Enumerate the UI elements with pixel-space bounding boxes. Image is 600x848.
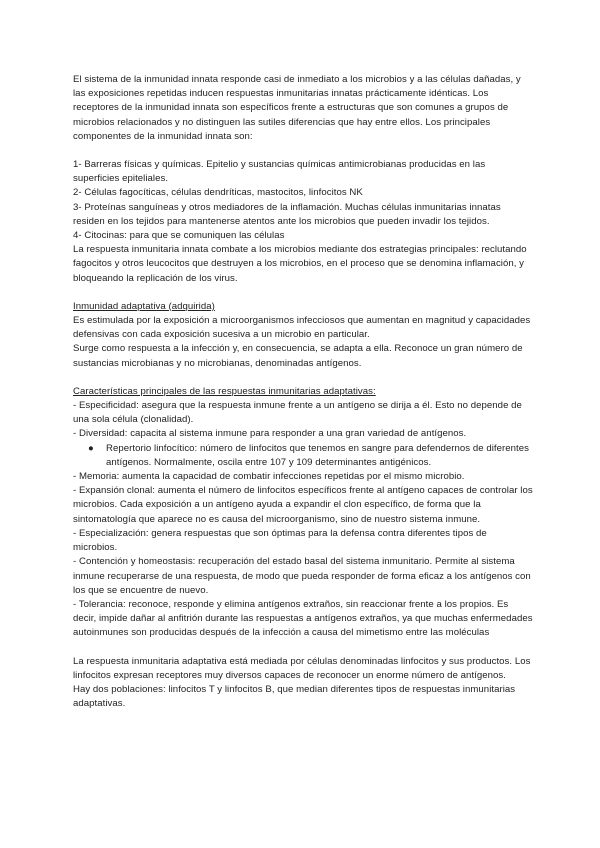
item-tolerancia: - Tolerancia: reconoce, responde y elimina antígenos extraños, sin reaccionar frente a los propios. Es decir, impide dañar al anfitrión durante las respuestas a antígenos extraños, ya que muchas enfermedades autoinmunes son producidas después de la infección a causa del mimetismo entre las moléculas <box>73 598 533 639</box>
innate-response-paragraph: La respuesta inmunitaria innata combate a los microbios mediante dos estrategias principales: reclutando fagocitos y otros leucocitos que destruyen a los microbios, en el proceso que se denomina inflamación, y bloqueando la replicación de los virus. <box>73 244 527 284</box>
component-3: 3- Proteínas sanguíneas y otros mediadores de la inflamación. Muchas células inmunitarias innatas residen en los tejidos para mantenerse atentos ante los microbios que pueden invadir los tejidos. <box>73 201 501 227</box>
item-especificidad: - Especificidad: asegura que la respuesta inmune frente a un antígeno se dirija a él. Esto no depende de una sola célula (clonalidad). <box>73 400 522 426</box>
lymphocytes-paragraph-1: La respuesta inmunitaria adaptativa está mediada por células denominadas linfocitos y sus productos. Los linfocitos expresan receptores muy diversos capaces de reconocer un enorme número de antígenos. <box>73 655 531 681</box>
spacer <box>73 371 533 385</box>
item-contencion: - Contención y homeostasis: recuperación del estado basal del sistema inmunitario. Permite al sistema inmune recuperarse de una respuesta, de modo que pueda responder de forma eficaz a los antígenos con los que se encuentre de nuevo. <box>73 556 531 596</box>
adaptive-paragraph-1: Es estimulada por la exposición a microorganismos infecciosos que aumentan en magnitud y capacidades defensivas con cada exposición sucesiva a un microbio en particular. <box>73 315 531 341</box>
component-1: 1- Barreras físicas y químicas. Epitelio y sustancias químicas antimicrobianas producidas en las superficies epiteliales. <box>73 159 486 185</box>
bullet-repertorio <box>73 442 533 470</box>
intro-paragraph: El sistema de la inmunidad innata responde casi de inmediato a los microbios y a las células dañadas, y las exposiciones repetidas inducen respuestas inmunitarias innatas prácticamente idénticas. Los receptores de la inmunidad innata son específicos frente a estructuras que son comunes a grupos de microbios relacionados y no distinguen las sutiles diferencias que hay entre ellos. Los principales componentes de la inmunidad innata son: <box>73 74 521 142</box>
bullet-dot: ● <box>88 442 94 454</box>
item-repertorio: Repertorio linfocítico: número de linfocitos que tenemos en sangre para defendernos de diferentes antígenos. Normalmente, oscila entre 107 y 109 determinantes antigénicos. <box>106 442 529 468</box>
component-2: 2- Células fagocíticas, células dendríticas, mastocitos, linfocitos NK <box>73 187 363 199</box>
item-diversidad: - Diversidad: capacita al sistema inmune para responder a una gran variedad de antígenos. <box>73 428 467 440</box>
spacer <box>73 286 533 300</box>
component-4: 4- Citocinas: para que se comuniquen las células <box>73 230 285 242</box>
document-page <box>73 73 533 711</box>
item-expansion-clonal: - Expansión clonal: aumenta el número de linfocitos específicos frente al antígeno capaces de controlar los microbios. Cada exposición a un antígeno ayuda a expandir el clon específico, de forma que la sintomatología que aparece no es causa del microorganismo, sino de nuestro sistema inmune. <box>73 485 533 525</box>
lymphocytes-paragraph-2: Hay dos poblaciones: linfocitos T y linfocitos B, que median diferentes tipos de respuestas inmunitarias adaptativas. <box>73 683 516 710</box>
adaptive-heading: Inmunidad adaptativa (adquirida) <box>73 300 215 312</box>
characteristics-heading: Características principales de las respuestas inmunitarias adaptativas: <box>73 385 376 397</box>
spacer <box>73 641 533 655</box>
item-memoria: - Memoria: aumenta la capacidad de combatir infecciones repetidas por el mismo microbio. <box>73 471 465 483</box>
adaptive-paragraph-2: Surge como respuesta a la infección y, en consecuencia, se adapta a ella. Reconoce un gran número de sustancias microbianas y no microbianas, denominadas antígenos. <box>73 343 523 369</box>
item-especializacion: - Especialización: genera respuestas que son óptimas para la defensa contra diferentes tipos de microbios. <box>73 527 487 554</box>
spacer <box>73 144 533 158</box>
